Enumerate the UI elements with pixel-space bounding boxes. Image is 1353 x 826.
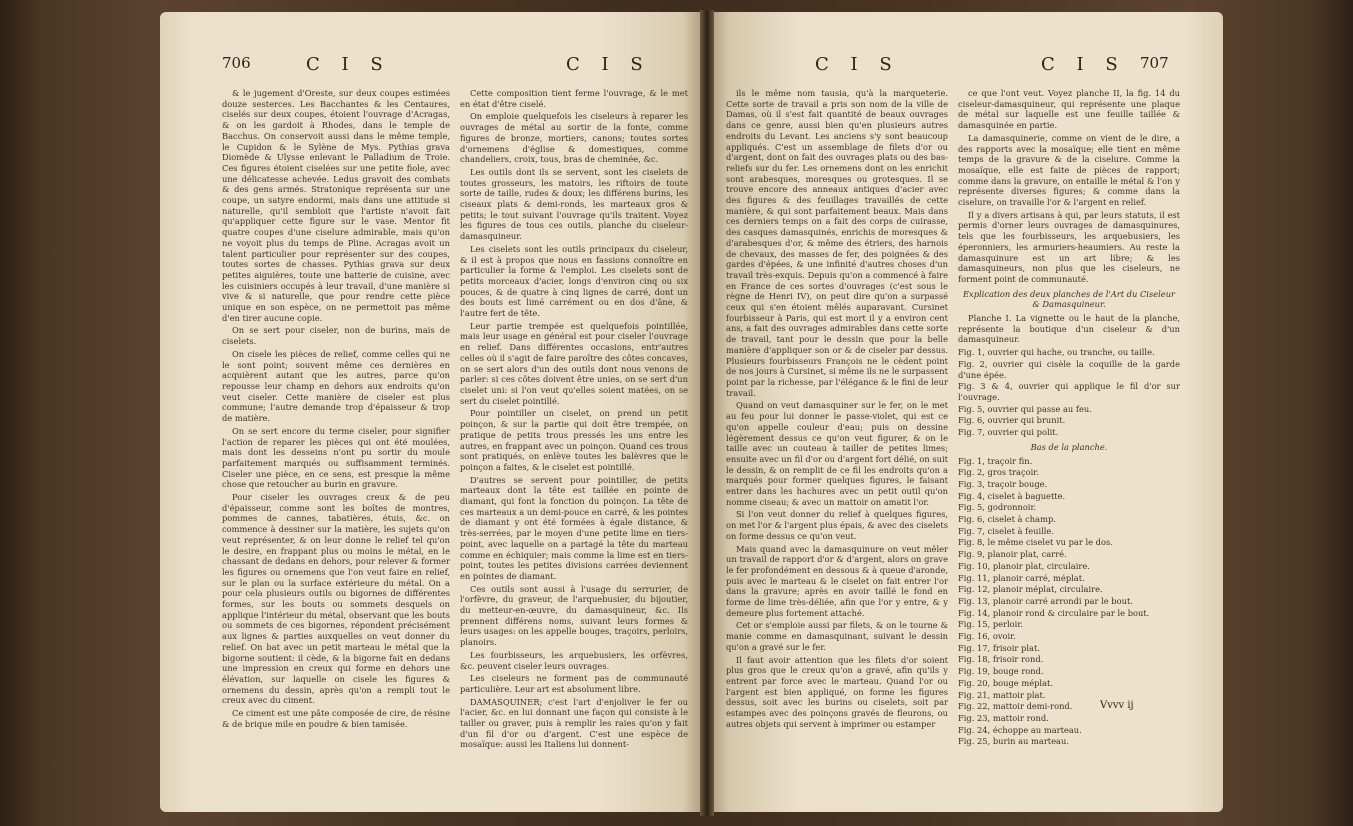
figure-list-item: Fig. 21, mattoir plat. xyxy=(958,689,1046,700)
figure-list-item: Fig. 18, frisoir rond. xyxy=(958,654,1044,665)
figure-list-item: Fig. 4, ciselet à baguette. xyxy=(958,490,1066,501)
paragraph: Si l'on veut donner du relief à quelques figures, on met l'or & l'argent plus épais, & avec des ciselets on forme dessus ce qu'on veut. xyxy=(726,509,948,541)
figure-caption: Fig. 1, ouvrier qui hache, ou tranche, ou taille. xyxy=(958,347,1155,358)
figure-list-item: Fig. 25, burin au marteau. xyxy=(958,736,1069,747)
figure-list-item: Fig. 2, gros traçoir. xyxy=(958,467,1039,478)
paragraph: Il faut avoir attention que les filets d'or soient plus gros que le creux qu'on a gravé, afin qu'ils y entrent par force avec le marteau. Quand l'or ou l'argent est bien appliqué, on forme les figures dessus, soit avec les burins ou ciselets, soit par estampes avec des poinçons gravés de fleurons, ou autres objets qui servent à imprimer ou estamper xyxy=(726,654,948,729)
paragraph: On se sert encore du terme ciseler, pour signifier l'action de reparer les pièces qui ont été moulées, mais dont les desseins n'ont pu sortir du moule parfaitement marqués ou suffisamment terminés. Ciseler une pièce, en ce sens, est presque la même chose que retoucher au burin en gravure. xyxy=(222,425,450,490)
figure-caption: Fig. 6, ouvrier qui brunit. xyxy=(958,415,1066,426)
paragraph: Quand on veut damasquiner sur le fer, on le met au feu pour lui donner le passe-violet, qui est ce qu'on appelle couleur d'eau; puis on dessine légèrement dessus ce qu'on veut figurer, & on le taille avec un couteau à tailler de petites limes; ensuite avec un fil d'or ou d'argent fort délié, on suit le dessin, & on remplit de ce fil les endroits qu'on a marqués pour former quelques figures, le faisant entrer dans les hachures avec un petit outil qu'on nomme ciseau; & avec un mattoir on amatit l'or. xyxy=(726,400,948,507)
left-running-head-2: C I S xyxy=(566,54,651,75)
figure-list-item: Fig. 20, bouge méplat. xyxy=(958,677,1053,688)
figure-list-item: Fig. 1, traçoir fin. xyxy=(958,455,1033,466)
signature-mark: Vvvv ij xyxy=(1100,700,1134,711)
figure-list-item: Fig. 13, planoir carré arrondi par le bout. xyxy=(958,595,1133,606)
right-column-1 xyxy=(726,88,948,729)
figure-list-item: Fig. 8, le même ciselet vu par le dos. xyxy=(958,537,1113,548)
paragraph: Les ciselets sont les outils principaux du ciseleur, & il est à propos que nous en fassions connoître en particulier la forme & l'emploi. Les ciselets sont de petits morceaux d'acier, longs d'environ cinq ou six pouces, & de quatre à cinq lignes de carré, dont un des bouts est limé carrément ou en dos d'âne, & l'autre fert de tête. xyxy=(460,243,688,319)
left-page-number: 706 xyxy=(222,54,251,72)
figure-list-item: Fig. 16, ovoir. xyxy=(958,631,1016,642)
paragraph: Il y a divers artisans à qui, par leurs statuts, il est permis d'orner leurs ouvrages de damasquinures, tels que les fourbisseurs, les arquebusiers, les éperonniers, les armuriers-heaumiers. Au reste la damasquinure est un art libre; & les damasquineurs, non plus que les ciseleurs, ne forment point de communauté. xyxy=(958,209,1180,284)
right-running-head-2: C I S xyxy=(1041,54,1126,75)
figure-list-item: Fig. 19, bouge rond. xyxy=(958,666,1044,677)
paragraph: On se sert pour ciseler, non de burins, mais de ciselets. xyxy=(222,325,450,347)
figure-list-item: Fig. 5, godronnoir. xyxy=(958,502,1037,513)
paragraph: & le jugement d'Oreste, sur deux coupes estimées douze sesterces. Les Bacchantes & les Centaures, ciselés sur deux coupes, étoient l'ouvrage d'Acragas, & on les gardoit à Rhodes, dans le temple de Bacchus. On conservoit aussi dans le même temple, le Cupidon & le Sylène de Mys. Pythias grava Diomède & Ulysse enlevant le Palladium de Troie. Ces figures étoient ciselées sur une petite fiole, avec une délicatesse achevée. Ledus gravoit des combats & des gens armés. Stratonique représenta sur une coupe, un satyre endormi, mais dans une attitude si naturelle, qu'il sembloit que l'artiste n'avoit fait qu'appliquer cette figure sur le vase. Mentor fit quatre coupes d'une ciselure admirable, mais qu'on ne voyoit plus du temps de Pline. Acragas avoit un talent particulier pour représenter sur des coupes, toutes sortes de chasses. Pythias grava sur deux petites aiguières, toute une batterie de cuisine, avec les cuisiniers occupés à leur travail, d'une manière si vive & si naturelle, que pour rendre cette pièce unique en son espèce, on ne permettoit pas même d'en tirer aucune copie. xyxy=(222,88,450,323)
right-page-number: 707 xyxy=(1140,54,1169,72)
paragraph: ils le même nom tausia, qu'à la marqueterie. Cette sorte de travail a pris son nom de la ville de Damas, où il s'est fait quantité de beaux ouvrages dans ce genre, aussi bien qu'en plusieurs autres endroits du Levant. Les anciens s'y sont beaucoup appliqués. C'est un assemblage de filets d'or ou d'argent, dont on fait des ouvrages plats ou des bas-reliefs sur du fer. Les ornemens dont on les enrichit sont arabesques, moresques ou grotesques. Il se trouve encore des anneaux antiques d'acier avec des figures & des feuillages travaillés de cette manière, & qui sont parfaitement beaux. Mais dans ces derniers temps on a fait des corps de cuirasse, des casques damasquinés, enrichis de moresques & d'arabesques d'or, & même des étriers, des harnois de chevaux, des masses de fer, des poignées & des gardes d'épées, & une infinité d'autres choses d'un travail très-exquis. Depuis qu'on a commencé à faire en France de ces sortes d'ouvrages (c'est sous le règne de Henri IV), on peut dire qu'on a surpassé ceux qui s'en étoient mêlés auparavant. Cursinet fourbisseur à Paris, qui est mort il y a environ cent ans, a fait des ouvrages admirables dans cette sorte de travail, tant pour le dessin que pour la belle manière d'appliquer son or & de ciseler par dessus. Plusieurs fourbisseurs François ne le cèdent point de nos jours à Cursinet, si même ils ne le surpassent point par la richesse, par l'élégance & le fini de leur travail. xyxy=(726,88,948,398)
figure-list-item: Fig. 14, planoir rond & circulaire par le bout. xyxy=(958,607,1150,618)
figure-list-item: Fig. 10, planoir plat, circulaire. xyxy=(958,560,1090,571)
figure-list-item: Fig. 22, mattoir demi-rond. xyxy=(958,701,1073,712)
paragraph: On cisele les pièces de relief, comme celles qui ne le sont point; souvent même ces dernières en acquièrent autant que les autres, parce qu'on repousse leur champ en dehors aux endroits qu'on veut ciseler. Cette manière de ciseler est plus commune; l'autre demande trop d'épaisseur & trop de matière. xyxy=(222,348,450,424)
paragraph: Ce ciment est une pâte composée de cire, de résine & de brique mile en poudre & bien tamisée. xyxy=(222,708,450,729)
left-running-head-1: C I S xyxy=(306,54,391,75)
figure-caption: Fig. 5, ouvrier qui passe au feu. xyxy=(958,403,1092,414)
figure-list-item: Fig. 3, traçoir bouge. xyxy=(958,478,1048,489)
figure-list-item: Fig. 6, ciselet à champ. xyxy=(958,514,1056,525)
paragraph: On emploie quelquefois les ciseleurs à reparer les ouvrages de métal au sortir de la fonte, comme figures de bronze, mortiers, canons; toutes sortes d'ornemens d'église & domestiques, comme chandeliers, croix, tous, bras de cheminée, &c. xyxy=(460,111,688,165)
paragraph: La damasquinerie, comme on vient de le dire, a des rapports avec la mosaïque; elle tient en même temps de la gravure & de la ciselure. Comme la mosaïque, elle est faite de pièces de rapport; comme dans la gravure, on entaille le métal & l'on y représente diverses figures; & comme dans la ciselure, on travaille l'or & l'argent en relief. xyxy=(958,132,1180,208)
paragraph: D'autres se servent pour pointiller, de petits marteaux dont la tête est taillée en pointe de diamant, qui font la fonction du poinçon. La tête de ces marteaux a un demi-pouce en carré, & les pointes de diamant y ont été formées à égale distance, & très-serrées, par le moyen d'une petite lime en tiers-point, avec laquelle on a partagé la tête du marteau comme en échiquier; mais comme la lime est en tiers-point, toutes les petites divisions carrées deviennent en pointes de diamant. xyxy=(460,474,688,581)
figure-caption: Fig. 3 & 4, ouvrier qui applique le fil d'or sur l'ouvrage. xyxy=(958,381,1180,402)
paragraph: Leur partie trempée est quelquefois pointillée, mais leur usage en général est pour ciseler l'ouvrage en relief. Dans différentes occasions, entr'autres celles où il s'agit de faire paroître des côtes concaves, on se sert alors d'un des outils dont nous venons de parler: si ces côtes doivent être unies, on se sert d'un ciselet uni: si l'on veut qu'elles soient matées, on se sert du ciselet pointillé. xyxy=(460,320,688,406)
paragraph: ce que l'ont veut. Voyez planche II, la fig. 14 du ciseleur-damasquineur, qui représente une plaque de métal sur laquelle est une feuille taillée & damasquinée en partie. xyxy=(958,88,1180,131)
paragraph: Cet or s'emploie aussi par filets, & on le tourne & manie comme en damasquinant, suivant le dessin qu'on a gravé sur le fer. xyxy=(726,620,948,652)
paragraph: Pour pointiller un ciselet, on prend un petit poinçon, & sur la partie qui doit être trempée, on pratique de petits trous pressés les uns entre les autres, en frappant avec un poinçon. Quand ces trous sont pratiqués, on enlève toutes les balèvres que le poinçon a faites, & le ciselet est pointillé. xyxy=(460,408,688,472)
right-page-columns xyxy=(726,88,1180,747)
paragraph: DAMASQUINER; c'est l'art d'enjoliver le fer ou l'acier, &c. en lui donnant une façon qui consiste à le tailler ou graver, puis à remplir les raies qu'on y fait d'un fil d'or ou d'argent. C'est une espèce de mosaïque: aussi les Italiens lui donnent- xyxy=(460,696,688,750)
figure-list-item: Fig. 7, ciselet à feuille. xyxy=(958,525,1054,536)
figure-list-item: Fig. 9, planoir plat, carré. xyxy=(958,549,1067,560)
figure-list-item: Fig. 15, perloir. xyxy=(958,619,1024,630)
paragraph: Cette composition tient ferme l'ouvrage, & le met en état d'être ciselé. xyxy=(460,88,688,109)
figure-list-item: Fig. 11, planoir carré, méplat. xyxy=(958,572,1085,583)
figure-list xyxy=(958,456,1180,748)
plate-explanation-title: Explication des deux planches de l'Art du Ciseleur & Damasquineur. xyxy=(962,288,1176,310)
figure-list-item: Fig. 24, échoppe au marteau. xyxy=(958,724,1082,735)
left-column-1 xyxy=(222,88,450,729)
right-running-head-1: C I S xyxy=(815,54,900,75)
paragraph: Les ciseleurs ne forment pas de communauté particulière. Leur art est absolument libre. xyxy=(460,673,688,694)
paragraph: Pour ciseler les ouvrages creux & de peu d'épaisseur, comme sont les boîtes de montres, pommes de cannes, tabatières, étuis, &c. on commence à dessiner sur la matière, les sujets qu'on veut représenter, & on leur donne le relief tel qu'on le desire, en frappant plus ou moins le métal, en le chassant de dedans en dehors, pour relever & former les figures ou ornemens que l'on veut faire en relief, sur le plan ou la surface extérieure du métal. On a pour cela plusieurs outils ou bigornes de différentes formes, sur les bouts ou sommets desquels on applique l'intérieur du métal, observant que les bouts ou sommets de ces bigornes, répondent précisément aux lignes & parties auxquelles on veut donner du relief. On bat avec un petit marteau le métal que la bigorne soutient: il cède, & la bigorne fait en dedans une impression en creux qui forme en dehors une élévation, sur laquelle on cisele les figures & ornemens du dessin, après qu'on a rempli tout le creux avec du ciment. xyxy=(222,492,450,706)
right-column-2 xyxy=(958,88,1180,747)
paragraph: Les fourbisseurs, les arquebusiers, les orfèvres, &c. peuvent ciseler leurs ouvrages. xyxy=(460,649,688,671)
paragraph: Planche I. La vignette ou le haut de la planche, représente la boutique d'un ciseleur & d'un damasquineur. xyxy=(958,313,1180,345)
figure-list-item: Fig. 23, mattoir rond. xyxy=(958,712,1049,723)
figure-list-item: Fig. 12, planoir méplat, circulaire. xyxy=(958,584,1103,595)
bas-de-la-planche-title: Bas de la planche. xyxy=(1030,441,1108,452)
book-spine xyxy=(700,10,714,816)
paragraph: Ces outils sont aussi à l'usage du serrurier, de l'orfèvre, du graveur, de l'arquebusier, du bijoutier, du metteur-en-œuvre, du damasquineur, &c. Ils prennent différens noms, suivant leurs formes & leurs usages: on les appelle bouges, traçoirs, perloirs, planoirs. xyxy=(460,583,688,648)
figure-caption: Fig. 7, ouvrier qui polit. xyxy=(958,427,1059,438)
figure-caption: Fig. 2, ouvrier qui cisèle la coquille de la garde d'une épée. xyxy=(958,358,1180,380)
left-column-2 xyxy=(460,88,688,750)
left-page-columns xyxy=(222,88,688,750)
paragraph: Les outils dont ils se servent, sont les ciselets de toutes grosseurs, les matoirs, les riftoirs de toute sorte de taille, rudes & doux; les différens burins, les ciseaux plats & demi-ronds, les marteaux gros & petits; le tout suivant l'ouvrage qu'ils traitent. Voyez les figures de tous ces outils, planche du ciseleur-damasquineur. xyxy=(460,166,688,242)
figure-list-item: Fig. 17, frisoir plat. xyxy=(958,642,1040,653)
paragraph: Mais quand avec la damasquinure on veut mêler un travail de rapport d'or & d'argent, alors on grave le fer profondément en dessous & à queue d'aronde, puis avec le marteau & le ciselet on fait entrer l'or dans la gravure; après en avoir taillé le fond en forme de lime très-déliée, afin que l'or y entre, & y demeure plus fortement attaché. xyxy=(726,543,948,618)
